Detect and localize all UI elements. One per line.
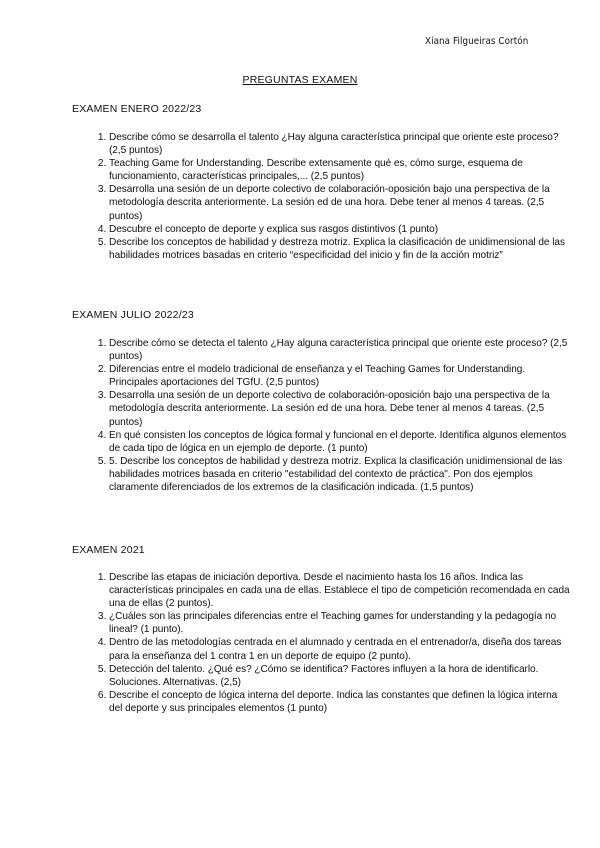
list-item: 4. Dentro de las metodologías centrada en el alumnado y centrada en el entrenador/a, diseña dos tareas para la enseñanza del 1 contra 1 en un deporte de equipo (2 punto). (109, 636, 571, 662)
author-name: Xiana Filgueiras Cortón (424, 36, 528, 47)
list-item: 4. En qué consisten los conceptos de lógica formal y funcional en el deporte. Identifica algunos elementos de cada tipo de lógica en un ejemplo de deporte. (1 punto) (109, 429, 571, 455)
document-title: PREGUNTAS EXAMEN (242, 74, 358, 86)
section-heading-julio: EXAMEN JULIO 2022/23 (72, 309, 194, 321)
list-item: 6. Describe el concepto de lógica interna del deporte. Indica las constantes que definen la lógica interna del deporte y sus principales elementos (1 punto) (109, 689, 571, 715)
section-heading-2021: EXAMEN 2021 (72, 544, 145, 556)
list-item: 1. Describe las etapas de iniciación deportiva. Desde el nacimiento hasta los 16 años. Indica las (109, 571, 571, 584)
list-item: características principales en cada una de ellas. Establece el tipo de competición recomendada en cada una de ellas (2 puntos). (109, 585, 570, 610)
list-item: 5. 5. Describe los conceptos de habilidad y destreza motriz. Explica la clasificación unidimensional de las habilidades motrices basada en criterio "estabilidad del contexto de práctica". Pon dos ejemplos claramente diferenciados de los extremos de la clasificación indicada. (1,5 puntos) (109, 455, 571, 494)
question-list-enero (72, 131, 571, 262)
question-list-julio (72, 337, 571, 494)
list-item: 3. Desarrolla una sesión de un deporte colectivo de colaboración-oposición bajo una perspectiva de la metodología descrita anteriormente. La sesión ed de una hora. Debe tener al menos 4 tareas. (2,5 puntos) (109, 183, 571, 222)
list-item: 1. Describe cómo se detecta el talento ¿Hay alguna característica principal que oriente este proceso? (2,5 puntos) (109, 337, 571, 363)
list-item: 3. Desarrolla una sesión de un deporte colectivo de colaboración-oposición bajo una perspectiva de la metodología descrita anteriormente. La sesión ed de una hora. Debe tener al menos 4 tareas. (2,5 puntos) (109, 389, 571, 428)
list-item: 1. Describe cómo se desarrolla el talento ¿Hay alguna característica principal que oriente este proceso? (2,5 puntos) (109, 131, 571, 157)
list-item: 5. Describe los conceptos de habilidad y destreza motriz. Explica la clasificación de unidimensional de las habilidades motrices basadas en criterio “especificidad del inicio y fin de la acción motriz” (109, 236, 571, 262)
list-item: 3. ¿Cuáles son las principales diferencias entre el Teaching games for understanding y la pedagogía no lineal? (1 punto). (109, 610, 571, 636)
section-heading-enero: EXAMEN ENERO 2022/23 (72, 103, 202, 115)
question-list-2021 (72, 571, 571, 715)
list-item: 2. Teaching Game for Understanding. Describe extensamente qué es, cómo surge, esquema de funcionamiento, características principales,... (2,5 puntos) (109, 157, 571, 183)
list-item: 5. Detección del talento. ¿Qué es? ¿Cómo se identifica? Factores influyen a la hora de identificarlo. Soluciones. Alternativas. (2,5) (109, 663, 571, 689)
list-item: 2. Diferencias entre el modelo tradicional de enseñanza y el Teaching Games for Understanding. Principales aportaciones del TGfU. (2,5 puntos) (109, 363, 571, 389)
list-item: 4. Descubre el concepto de deporte y explica sus rasgos distintivos (1 punto) (109, 223, 571, 236)
